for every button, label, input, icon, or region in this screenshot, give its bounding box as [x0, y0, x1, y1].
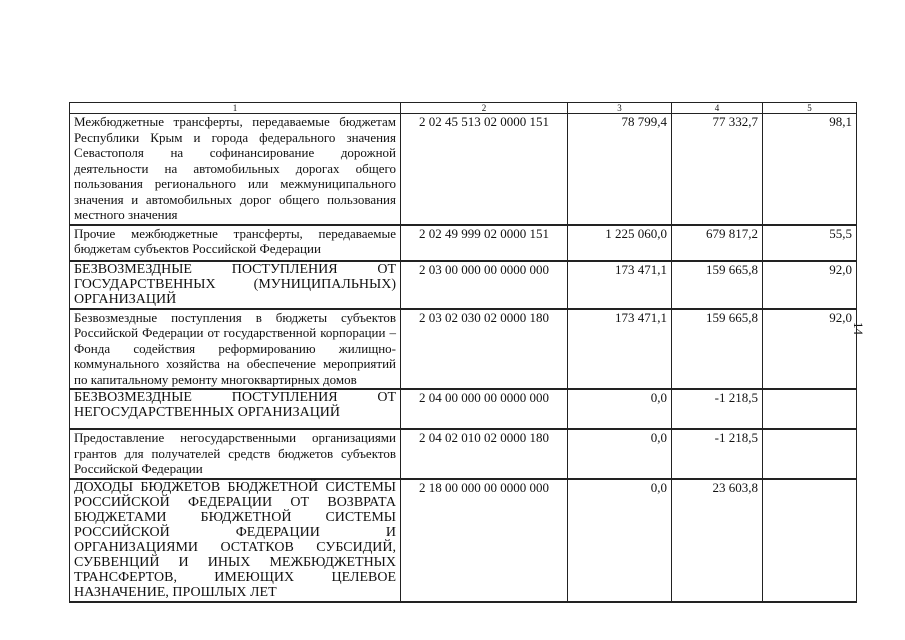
income-name-cell: Межбюджетные трансферты, передаваемые бюджетам Республики Крым и города федерального значения Севастополя на софинансирование дорожной деятельности на автомобильных дорогах общего пользования регионального или межмуниципального значения и автомобильных дорог общего пользования местного значения [70, 114, 401, 225]
table-row [70, 309, 857, 390]
plan-cell: 0,0 [568, 429, 672, 479]
percent-cell [763, 389, 857, 429]
table-row [70, 114, 857, 225]
percent-cell: 92,0 [763, 309, 857, 390]
income-name-cell: БЕЗВОЗМЕЗДНЫЕ ПОСТУПЛЕНИЯ ОТ ГОСУДАРСТВЕННЫХ (МУНИЦИПАЛЬНЫХ) ОРГАНИЗАЦИЙ [70, 261, 401, 309]
column-header: 3 [568, 103, 672, 114]
budget-code-cell: 2 02 49 999 02 0000 151 [401, 225, 568, 261]
income-name-cell: Прочие межбюджетные трансферты, передаваемые бюджетам субъектов Российской Федерации [70, 225, 401, 261]
income-name-cell: БЕЗВОЗМЕЗДНЫЕ ПОСТУПЛЕНИЯ ОТ НЕГОСУДАРСТВЕННЫХ ОРГАНИЗАЦИЙ [70, 389, 401, 429]
table-row [70, 261, 857, 309]
plan-cell: 173 471,1 [568, 261, 672, 309]
plan-cell: 0,0 [568, 479, 672, 602]
column-header: 2 [401, 103, 568, 114]
budget-table [69, 102, 857, 603]
column-header: 1 [70, 103, 401, 114]
column-number-row [70, 103, 857, 114]
budget-code-cell: 2 18 00 000 00 0000 000 [401, 479, 568, 602]
budget-code-cell: 2 02 45 513 02 0000 151 [401, 114, 568, 225]
plan-cell: 78 799,4 [568, 114, 672, 225]
page-number: 14 [851, 322, 866, 335]
percent-cell: 55,5 [763, 225, 857, 261]
budget-code-cell: 2 03 00 000 00 0000 000 [401, 261, 568, 309]
income-name-cell: Предоставление негосударственными организациями грантов для получателей средств бюджетов субъектов Российской Федерации [70, 429, 401, 479]
plan-cell: 173 471,1 [568, 309, 672, 390]
fact-cell: -1 218,5 [672, 429, 763, 479]
table-row [70, 225, 857, 261]
percent-cell [763, 479, 857, 602]
fact-cell: -1 218,5 [672, 389, 763, 429]
table-row [70, 479, 857, 602]
percent-cell [763, 429, 857, 479]
percent-cell: 92,0 [763, 261, 857, 309]
table-row [70, 389, 857, 429]
budget-code-cell: 2 03 02 030 02 0000 180 [401, 309, 568, 390]
fact-cell: 159 665,8 [672, 309, 763, 390]
column-header: 4 [672, 103, 763, 114]
fact-cell: 23 603,8 [672, 479, 763, 602]
plan-cell: 0,0 [568, 389, 672, 429]
percent-cell: 98,1 [763, 114, 857, 225]
table-row [70, 429, 857, 479]
fact-cell: 679 817,2 [672, 225, 763, 261]
budget-code-cell: 2 04 00 000 00 0000 000 [401, 389, 568, 429]
column-header: 5 [763, 103, 857, 114]
fact-cell: 159 665,8 [672, 261, 763, 309]
income-name-cell: Безвозмездные поступления в бюджеты субъектов Российской Федерации от государственной корпорации – Фонда содействия реформированию жилищно-коммунального хозяйства на обеспечение мероприятий по капитальному ремонту многоквартирных домов [70, 309, 401, 390]
income-name-cell: ДОХОДЫ БЮДЖЕТОВ БЮДЖЕТНОЙ СИСТЕМЫ РОССИЙСКОЙ ФЕДЕРАЦИИ ОТ ВОЗВРАТА БЮДЖЕТАМИ БЮДЖЕТНОЙ СИСТЕМЫ РОССИЙСКОЙ ФЕДЕРАЦИИ И ОРГАНИЗАЦИЯМИ ОСТАТКОВ СУБСИДИЙ, СУБВЕНЦИЙ И ИНЫХ МЕЖБЮДЖЕТНЫХ ТРАНСФЕРТОВ, ИМЕЮЩИХ ЦЕЛЕВОЕ НАЗНАЧЕНИЕ, ПРОШЛЫХ ЛЕТ [70, 479, 401, 602]
budget-code-cell: 2 04 02 010 02 0000 180 [401, 429, 568, 479]
plan-cell: 1 225 060,0 [568, 225, 672, 261]
fact-cell: 77 332,7 [672, 114, 763, 225]
